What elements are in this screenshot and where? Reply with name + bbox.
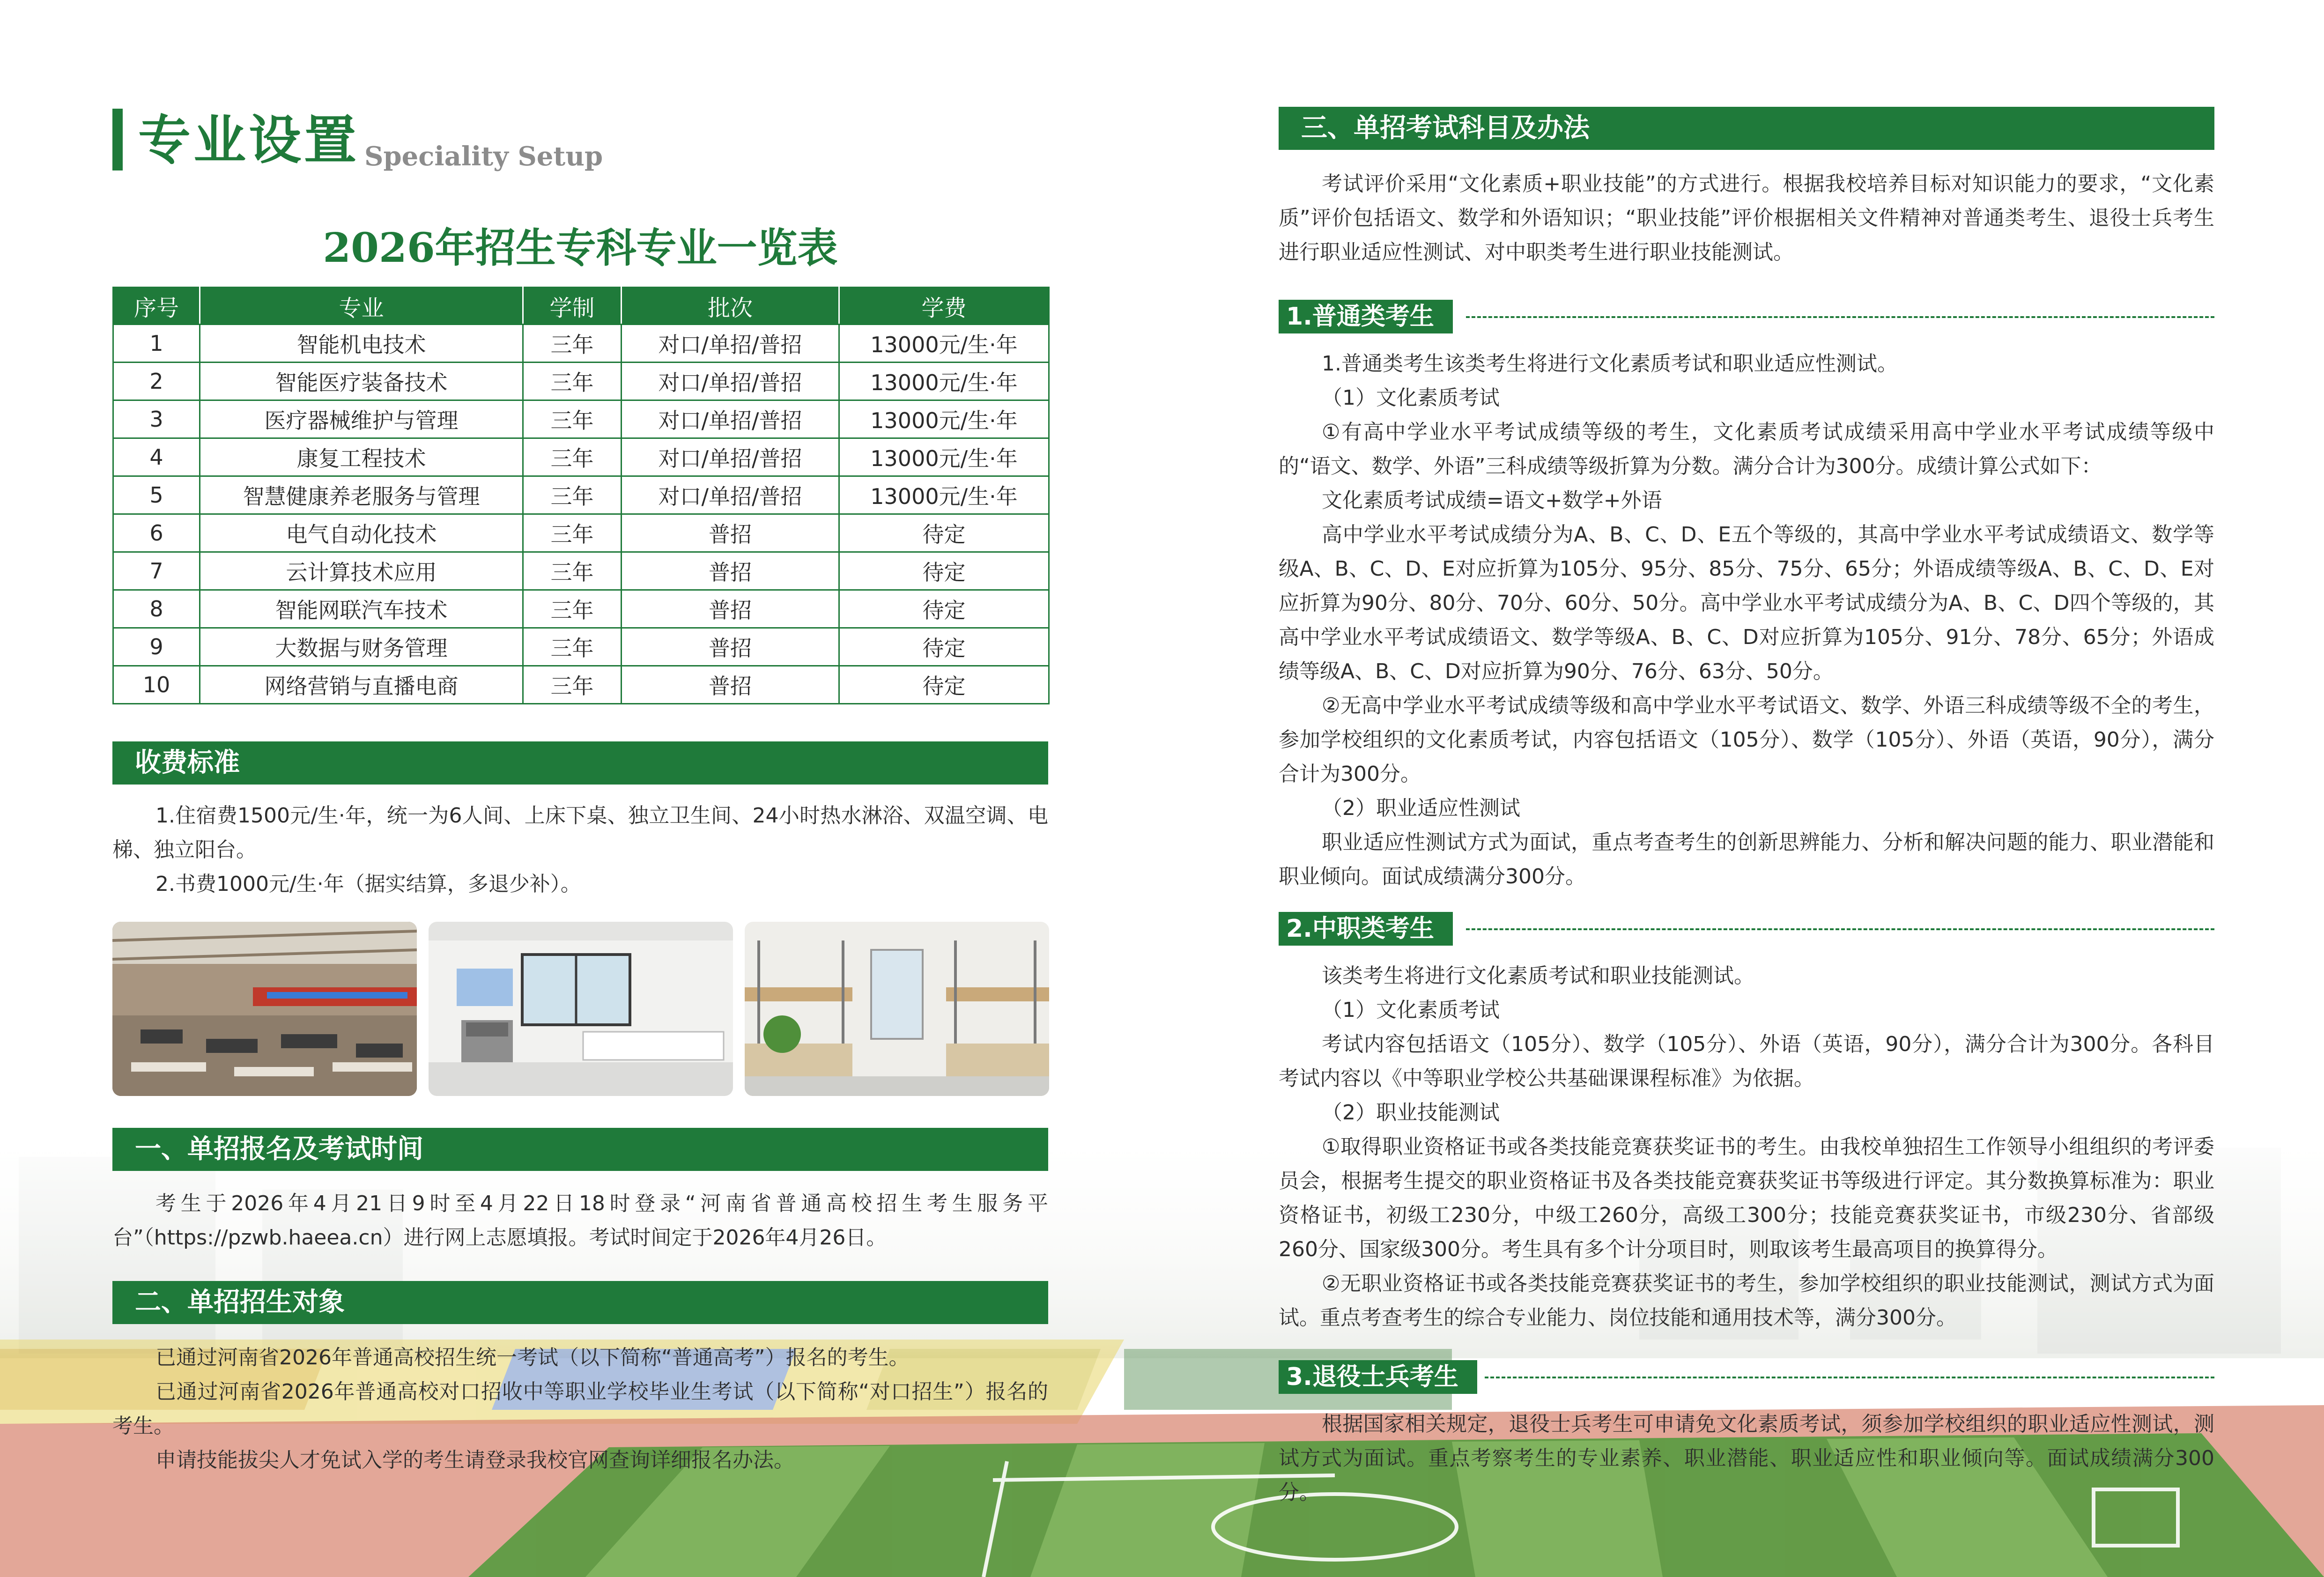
table-cell: 9 [113,628,200,666]
column-header: 学费 [839,288,1049,325]
table-cell: 4 [113,438,200,476]
table-cell: 13000元/生·年 [839,400,1049,438]
text-line: （2）职业适应性测试 [1322,796,1520,820]
category-tab-vocational [1279,912,2214,946]
cafeteria-photo [112,922,417,1096]
table-row [113,400,1049,438]
table-cell: 普招 [622,590,839,628]
table-cell: 13000元/生·年 [839,438,1049,476]
table-cell: 普招 [622,552,839,590]
table-cell: 2 [113,363,200,400]
table-cell: 对口/单招/普招 [622,438,839,476]
category-label: 3.退役士兵考生 [1279,1360,1477,1394]
section-heading-registration: 一、单招报名及考试时间 [112,1128,1048,1171]
text-line: 该类考生将进行文化素质考试和职业技能测试。 [1322,964,1754,988]
table-row [113,476,1049,514]
table-cell: 普招 [622,514,839,552]
table-row [113,628,1049,666]
table-cell: 6 [113,514,200,552]
targets-paragraph: 申请技能拔尖人才免试入学的考生请登录我校官网查询详细报名办法。 [155,1448,794,1472]
dorm-bathroom-photo [429,922,733,1096]
table-cell: 待定 [839,666,1049,704]
section-heading-fees: 收费标准 [112,741,1048,785]
table-cell: 智能医疗装备技术 [200,363,523,400]
table-title: 2026年招生专科专业一览表 [323,224,838,272]
column-header: 序号 [113,288,200,325]
table-row [113,666,1049,704]
majors-table [112,287,1050,704]
table-cell: 康复工程技术 [200,438,523,476]
table-cell: 5 [113,476,200,514]
text-line: ①取得职业资格证书或各类技能竞赛获奖证书的考生。由我校单独招生工作领导小组组织的考评委员会，根据考生提交的职业资格证书及各类技能竞赛获奖证书等级进行评定。其分数换算标准为：职业资格证书，初级工230分，中级工260分，高级工300分；技能竞赛获奖证书，市级230分、省部级260分、国家级300分。考生具有多个计分项目时，则取该考生最高项目的换算得分。 [1279,1135,2214,1261]
table-cell: 三年 [523,628,622,666]
text-line: 考试内容包括语文（105分）、数学（105分）、外语（英语，90分），满分合计为300分。各科目考试内容以《中等职业学校公共基础课课程标准》为依据。 [1279,1032,2214,1090]
table-cell: 三年 [523,552,622,590]
table-cell: 13000元/生·年 [839,325,1049,363]
targets-text [112,1340,1048,1477]
text-line: （1）文化素质考试 [1322,386,1500,410]
table-cell: 13000元/生·年 [839,363,1049,400]
table-cell: 三年 [523,666,622,704]
page-title: 专业设置 [138,110,359,171]
table-cell: 智慧健康养老服务与管理 [200,476,523,514]
table-cell: 对口/单招/普招 [622,363,839,400]
table-header-row [113,288,1049,325]
targets-paragraph: 已通过河南省2026年普通高校对口招收中等职业学校毕业生考试（以下简称“对口招生”）报名的考生。 [112,1380,1048,1438]
table-cell: 8 [113,590,200,628]
table-cell: 3 [113,400,200,438]
table-cell: 网络营销与直播电商 [200,666,523,704]
dashed-divider [1466,928,2214,930]
page-subtitle: Speciality Setup [364,141,603,172]
table-cell: 三年 [523,476,622,514]
table-cell: 三年 [523,325,622,363]
table-row [113,438,1049,476]
category-tab-general [1279,300,2214,333]
text-line: ②无职业资格证书或各类技能竞赛获奖证书的考生，参加学校组织的职业技能测试，测试方式为面试。重点考查考生的综合专业能力、岗位技能和通用技术等，满分300分。 [1279,1272,2214,1330]
column-header: 专业 [200,288,523,325]
general-category-text [1279,347,2214,894]
dashed-divider [1466,316,2214,318]
text-line: ①有高中学业水平考试成绩等级的考生，文化素质考试成绩采用高中学业水平考试成绩等级中的“语文、数学、外语”三科成绩等级折算为分数。满分合计为300分。成绩计算公式如下： [1279,420,2214,478]
column-header: 学制 [523,288,622,325]
text-line: （2）职业技能测试 [1322,1101,1500,1125]
table-cell: 智能机电技术 [200,325,523,363]
text-line: 职业适应性测试方式为面试，重点考查考生的创新思辨能力、分析和解决问题的能力、职业潜能和职业倾向。面试成绩满分300分。 [1279,830,2214,888]
table-cell: 10 [113,666,200,704]
veteran-category-text [1279,1407,2214,1510]
table-cell: 三年 [523,514,622,552]
table-cell: 三年 [523,363,622,400]
section-heading-exam-methods: 三、单招考试科目及办法 [1279,107,2214,150]
table-cell: 1 [113,325,200,363]
header-accent-bar [112,109,123,170]
text-line: 根据国家相关规定，退役士兵考生可申请免文化素质考试，须参加学校组织的职业适应性测试，测试方式为面试。重点考察考生的专业素养、职业潜能、职业适应性和职业倾向等。面试成绩满分300分。 [1279,1412,2214,1504]
dorm-room-photo [745,922,1049,1096]
table-cell: 13000元/生·年 [839,476,1049,514]
table-cell: 7 [113,552,200,590]
table-cell: 待定 [839,514,1049,552]
table-cell: 三年 [523,590,622,628]
targets-paragraph: 已通过河南省2026年普通高校招生统一考试（以下简称“普通高考”）报名的考生。 [155,1346,910,1370]
fees-paragraph: 1.住宿费1500元/生·年，统一为6人间、上床下桌、独立卫生间、24小时热水淋浴、双温空调、电梯、独立阳台。 [112,804,1048,862]
registration-paragraph: 考生于2026年4月21日9时至4月22日18时登录“河南省普通高校招生考生服务平台”（https://pzwb.haeea.cn）进行网上志愿填报。考试时间定于2026年4月26日。 [112,1192,1048,1250]
table-cell: 普招 [622,628,839,666]
table-cell: 待定 [839,590,1049,628]
fees-text [112,799,1048,901]
table-cell: 对口/单招/普招 [622,400,839,438]
table-row [113,514,1049,552]
table-row [113,363,1049,400]
table-row [113,552,1049,590]
intro-paragraph: 考试评价采用“文化素质+职业技能”的方式进行。根据我校培养目标对知识能力的要求，“文化素质”评价包括语文、数学和外语知识；“职业技能”评价根据相关文件精神对普通类考生、退役士兵考生进行职业适应性测试、对中职类考生进行职业技能测试。 [1279,172,2214,264]
table-row [113,590,1049,628]
table-cell: 三年 [523,400,622,438]
category-label: 1.普通类考生 [1279,300,1453,333]
category-label: 2.中职类考生 [1279,912,1453,946]
exam-methods-intro [1279,167,2214,269]
table-cell: 云计算技术应用 [200,552,523,590]
table-cell: 三年 [523,438,622,476]
table-cell: 待定 [839,552,1049,590]
table-cell: 智能网联汽车技术 [200,590,523,628]
category-tab-veteran [1279,1360,2214,1394]
table-cell: 医疗器械维护与管理 [200,400,523,438]
text-line: 高中学业水平考试成绩分为A、B、C、D、E五个等级的，其高中学业水平考试成绩语文、数学等级A、B、C、D、E对应折算为105分、95分、85分、75分、65分；外语成绩等级A、B、C、D、E对应折算为90分、80分、70分、60分、50分。高中学业水平考试成绩分为A、B、C、D四个等级的，其高中学业水平考试成绩语文、数学等级A、B、C、D对应折算为105分、91分、78分、65分；外语成绩等级A、B、C、D对应折算为90分、76分、63分、50分。 [1279,523,2214,683]
dashed-divider [1485,1377,2214,1378]
table-cell: 普招 [622,666,839,704]
text-line: 1.普通类考生该类考生将进行文化素质考试和职业适应性测试。 [1322,352,1898,376]
table-cell: 大数据与财务管理 [200,628,523,666]
fees-paragraph: 2.书费1000元/生·年（据实结算，多退少补）。 [155,872,581,896]
table-cell: 对口/单招/普招 [622,476,839,514]
table-cell: 对口/单招/普招 [622,325,839,363]
table-row [113,325,1049,363]
vocational-category-text [1279,959,2214,1335]
text-line: （1）文化素质考试 [1322,998,1500,1022]
formula-line: 文化素质考试成绩=语文+数学+外语 [1322,489,1662,512]
column-header: 批次 [622,288,839,325]
section-heading-targets: 二、单招招生对象 [112,1281,1048,1324]
registration-text [112,1186,1048,1255]
table-cell: 待定 [839,628,1049,666]
table-cell: 电气自动化技术 [200,514,523,552]
text-line: ②无高中学业水平考试成绩等级和高中学业水平考试语文、数学、外语三科成绩等级不全的考生，参加学校组织的文化素质考试，内容包括语文（105分）、数学（105分）、外语（英语，90分），满分合计为300分。 [1279,694,2214,786]
